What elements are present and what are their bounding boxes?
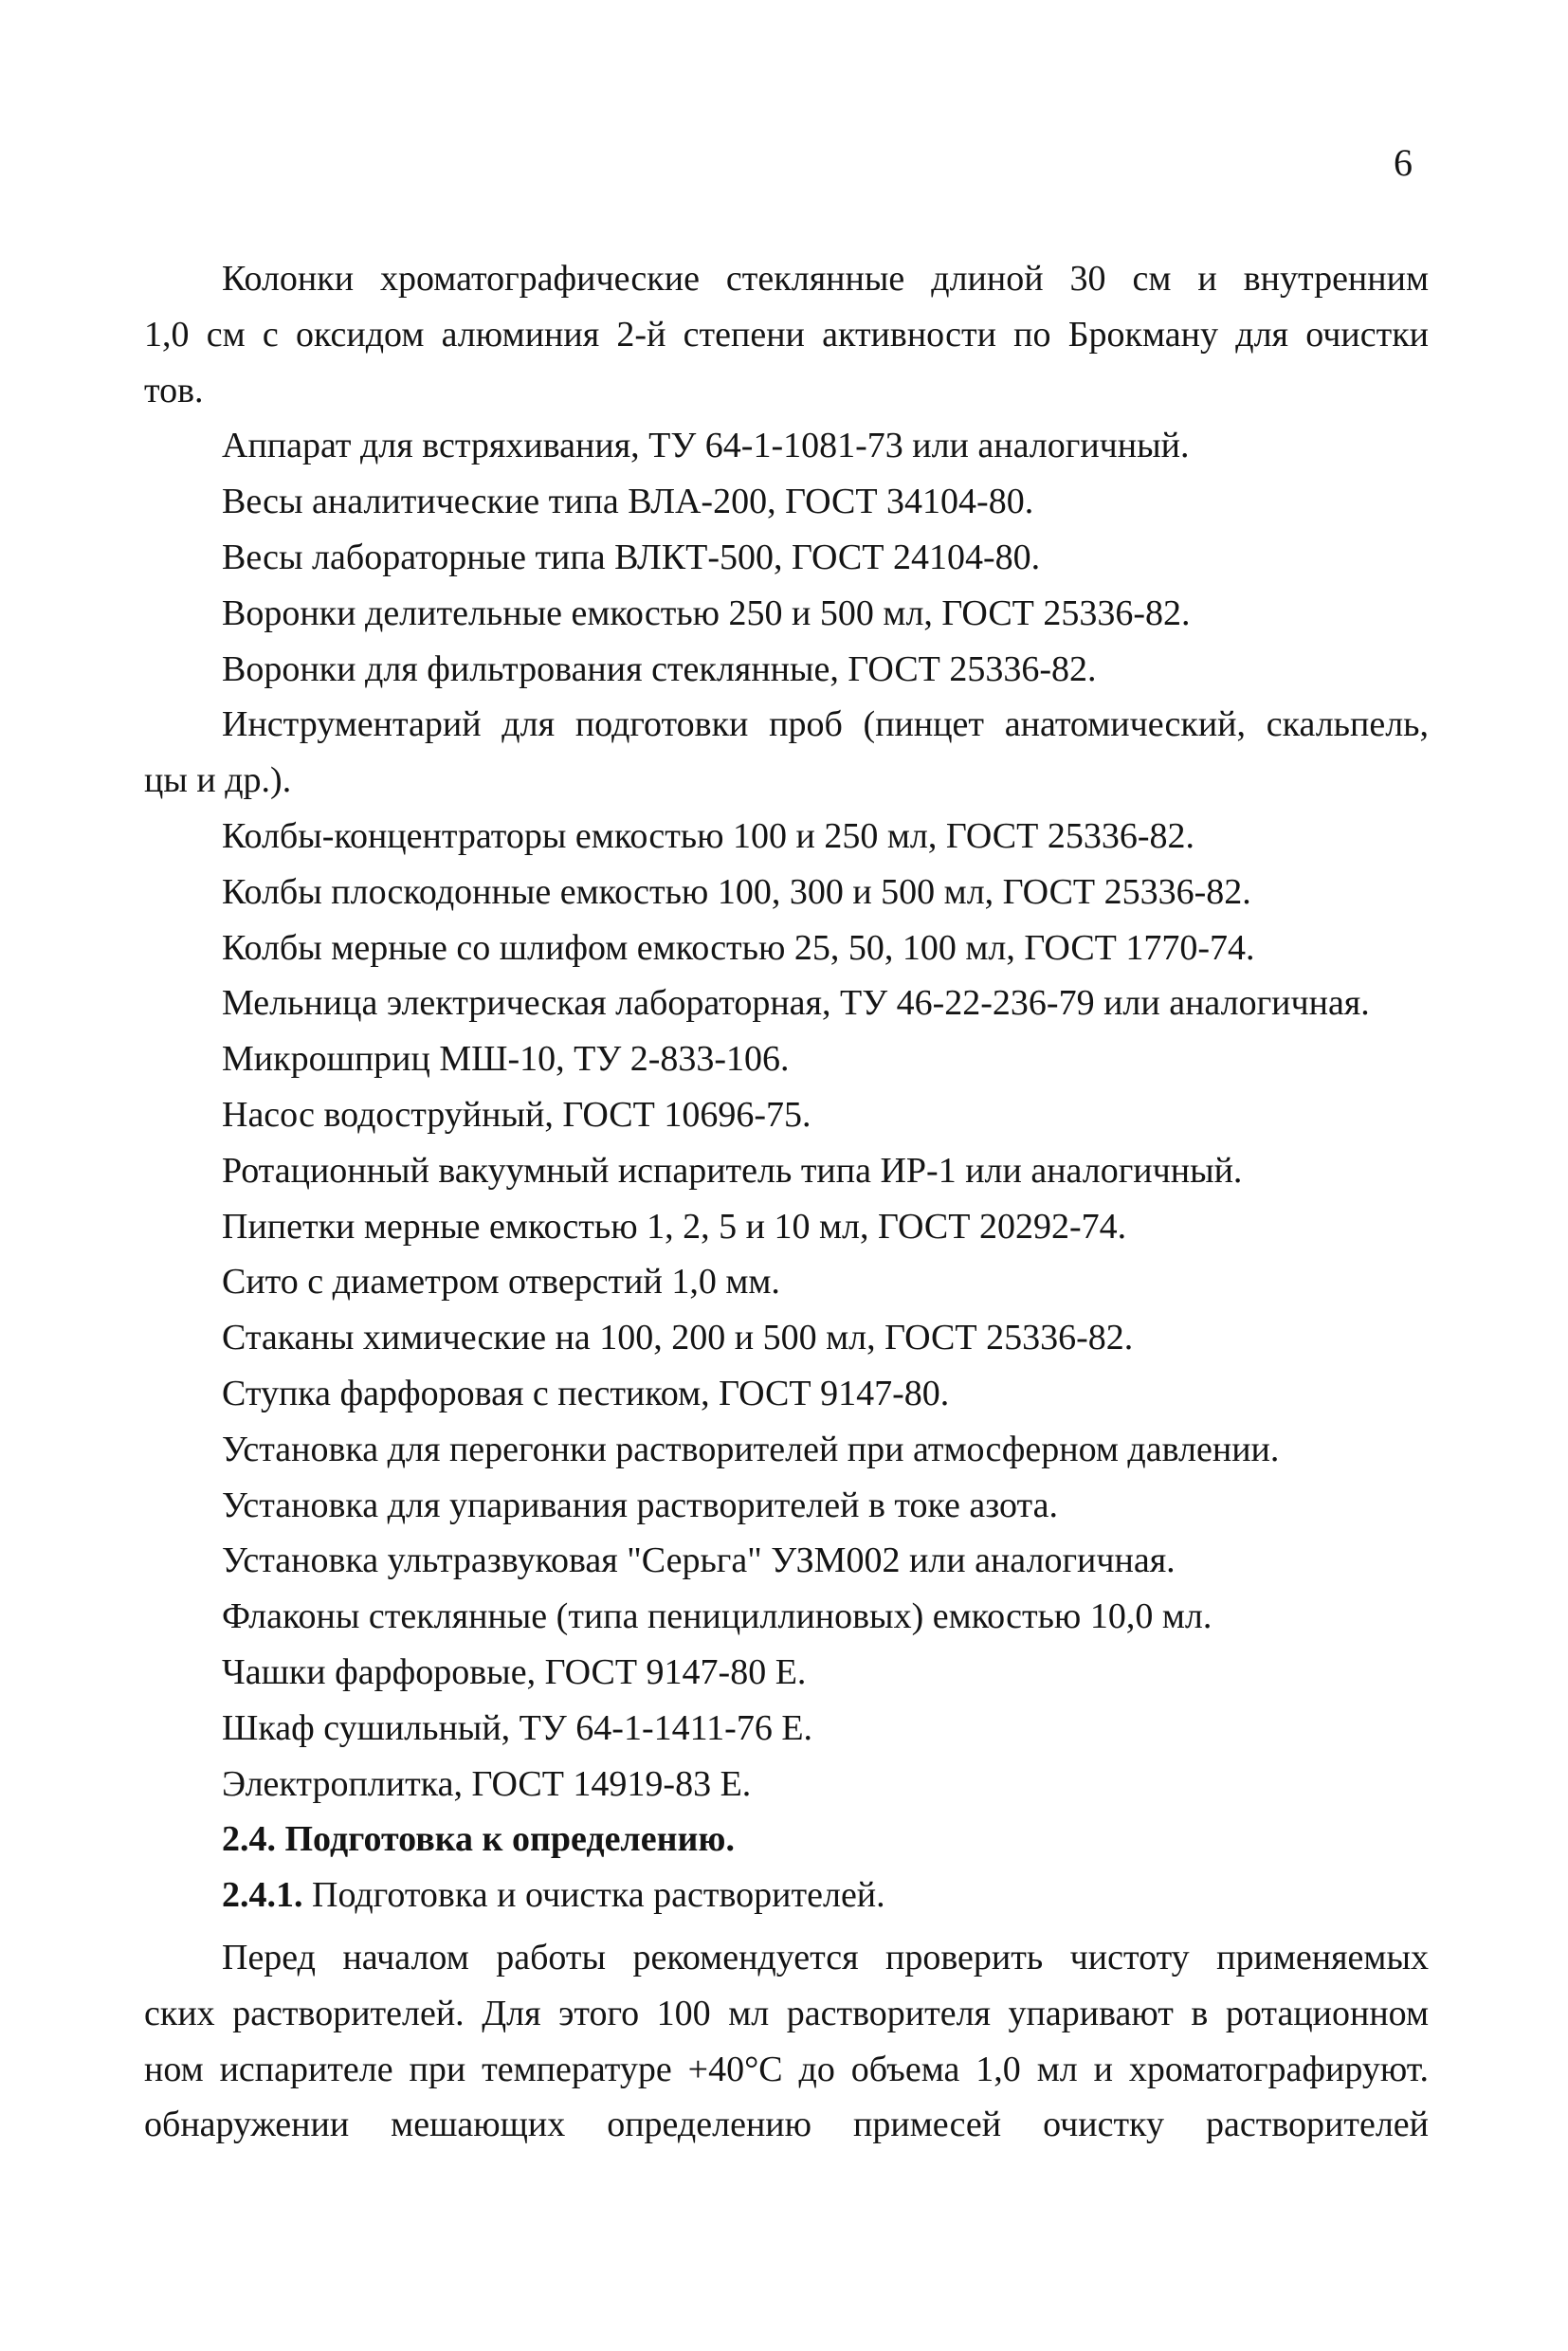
subsection-number: 2.4.1. <box>222 1875 303 1916</box>
text-line: Микрошприц МШ-10, ТУ 2-833-106. <box>222 1039 790 1080</box>
text-line: Установка для перегонки растворителей при атмосферном давлении. <box>222 1429 1280 1469</box>
subsection-heading <box>144 1868 1429 1923</box>
text-line: Сито с диаметром отверстий 1,0 мм. <box>222 1262 780 1303</box>
text-line: Электроплитка, ГОСТ 14919-83 Е. <box>222 1763 752 1804</box>
subsection-title: Подготовка и очистка растворителей. <box>302 1875 885 1916</box>
paragraph-line: ном испарителе при температуре +40°С до объема 1,0 мл и хроматографируют. <box>144 2049 1429 2089</box>
page-number: 6 <box>1394 141 1413 184</box>
section-heading: 2.4. Подготовка к определению. <box>222 1819 735 1860</box>
text-line: Мельница электрическая лабораторная, ТУ 46-22-236-79 или аналогичная. <box>222 983 1370 1024</box>
text-line: Насос водоструйный, ГОСТ 10696-75. <box>222 1094 811 1135</box>
text-line: Чашки фарфоровые, ГОСТ 9147-80 Е. <box>222 1651 807 1692</box>
text-line: Шкаф сушильный, ТУ 64-1-1411-76 Е. <box>222 1707 813 1748</box>
text-line: Воронки для фильтрования стеклянные, ГОСТ 25336-82. <box>222 648 1097 689</box>
paragraph <box>144 1930 1429 2153</box>
text-line: Весы лабораторные типа ВЛКТ-500, ГОСТ 24104-80. <box>222 537 1041 577</box>
text-line: Стаканы химические на 100, 200 и 500 мл, ГОСТ 25336-82. <box>222 1318 1134 1358</box>
text-line: 1,0 см с оксидом алюминия 2-й степени активности по Брокману для очистки <box>144 314 1429 355</box>
text-line: Флаконы стеклянные (типа пенициллиновых) емкостью 10,0 мл. <box>222 1596 1212 1637</box>
text-line: цы и др.). <box>144 760 292 801</box>
paragraph-line: ских растворителей. Для этого 100 мл растворителя упаривают в ротационном <box>144 1993 1429 2033</box>
paragraph-line: обнаружении мешающих определению примесей очистку растворителей <box>144 2105 1429 2145</box>
equipment-list <box>144 251 1429 1812</box>
text-line: Установка для упаривания растворителей в токе азота. <box>222 1485 1058 1525</box>
text-line: Колбы-концентраторы емкостью 100 и 250 мл, ГОСТ 25336-82. <box>222 815 1194 856</box>
text-line: Ступка фарфоровая с пестиком, ГОСТ 9147-80. <box>222 1373 950 1413</box>
text-line: Аппарат для встряхивания, ТУ 64-1-1081-73 или аналогичный. <box>222 426 1190 466</box>
text-line: Ротационный вакуумный испаритель типа ИР-1 или аналогичный. <box>222 1150 1243 1191</box>
text-line: Колбы мерные со шлифом емкостью 25, 50, 100 мл, ГОСТ 1770-74. <box>222 927 1255 968</box>
text-line: Колбы плоскодонные емкостью 100, 300 и 500 мл, ГОСТ 25336-82. <box>222 871 1251 912</box>
text-line: Колонки хроматографические стеклянные длиной 30 см и внутренним <box>222 259 1429 299</box>
document-body <box>144 251 1429 2153</box>
text-line: Инструментарий для подготовки проб (пинцет анатомический, скальпель, <box>222 704 1429 745</box>
text-line: тов. <box>144 370 204 410</box>
text-line: Пипетки мерные емкостью 1, 2, 5 и 10 мл, ГОСТ 20292-74. <box>222 1206 1127 1247</box>
text-line: Установка ультразвуковая "Серьга" УЗМ002 или аналогичная. <box>222 1540 1176 1581</box>
text-line: Весы аналитические типа ВЛА-200, ГОСТ 34104-80. <box>222 482 1034 522</box>
paragraph-line: Перед началом работы рекомендуется проверить чистоту применяемых <box>222 1937 1429 1977</box>
text-line: Воронки делительные емкостью 250 и 500 мл, ГОСТ 25336-82. <box>222 592 1191 633</box>
